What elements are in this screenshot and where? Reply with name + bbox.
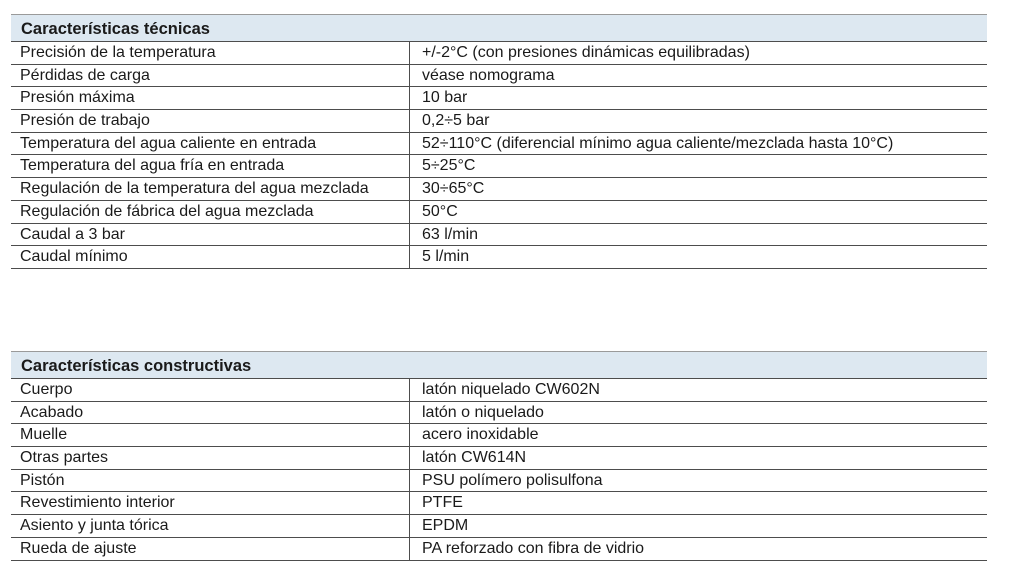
- row-value: 63 l/min: [422, 225, 479, 243]
- row-label: Pérdidas de carga: [11, 65, 410, 87]
- technical-specs-rows: [11, 42, 987, 269]
- row-label: Caudal a 3 bar: [11, 224, 410, 246]
- table-row: [11, 424, 987, 447]
- row-value: latón niquelado CW602N: [422, 381, 600, 398]
- row-value: acero inoxidable: [422, 426, 539, 444]
- row-label: Revestimiento interior: [11, 492, 410, 514]
- table-row: [11, 110, 987, 133]
- table-row: [11, 201, 987, 224]
- row-value: 52÷110°C (diferencial mínimo agua caliente/mezclada hasta 10°C): [422, 134, 894, 152]
- table-row: [11, 515, 987, 538]
- table-row: [11, 447, 987, 470]
- row-label: Regulación de fábrica del agua mezclada: [11, 201, 410, 223]
- table-row: [11, 155, 987, 178]
- table-row: [11, 65, 987, 88]
- row-value: 0,2÷5 bar: [422, 112, 490, 130]
- row-value: PA reforzado con fibra de vidrio: [422, 539, 645, 557]
- row-label: Muelle: [11, 424, 410, 446]
- row-label: Temperatura del agua fría en entrada: [11, 155, 410, 177]
- table-row: [11, 133, 987, 156]
- technical-specs-table: [11, 14, 987, 269]
- table-row: [11, 246, 987, 269]
- construction-specs-rows: [11, 379, 987, 561]
- table-row: [11, 87, 987, 110]
- row-label: Precisión de la temperatura: [11, 42, 410, 64]
- row-label: Otras partes: [11, 447, 410, 469]
- row-label: Acabado: [11, 402, 410, 424]
- row-value: EPDM: [422, 517, 469, 535]
- row-value: PTFE: [422, 494, 463, 512]
- table-row: [11, 470, 987, 493]
- table-row: [11, 538, 987, 561]
- row-value: latón CW614N: [422, 449, 527, 467]
- construction-specs-title: Características constructivas: [11, 352, 987, 379]
- row-label: Presión de trabajo: [11, 110, 410, 132]
- row-label: Regulación de la temperatura del agua mezclada: [11, 178, 410, 200]
- table-row: [11, 42, 987, 65]
- row-label: Temperatura del agua caliente en entrada: [11, 133, 410, 155]
- row-value: 50°C: [422, 202, 458, 220]
- row-value: 5 l/min: [422, 248, 470, 266]
- technical-specs-title: Características técnicas: [11, 15, 987, 42]
- row-label: Presión máxima: [11, 87, 410, 109]
- row-label: Asiento y junta tórica: [11, 515, 410, 537]
- row-value: véase nomograma: [422, 66, 555, 84]
- row-value: PSU polímero polisulfona: [422, 471, 603, 489]
- row-value: 10 bar: [422, 89, 468, 107]
- row-label: Rueda de ajuste: [11, 538, 410, 560]
- construction-specs-table: [11, 351, 987, 561]
- row-value: 5÷25°C: [422, 157, 476, 175]
- row-label: Cuerpo: [11, 379, 410, 401]
- row-label: Pistón: [11, 470, 410, 492]
- table-row: [11, 379, 987, 402]
- row-value: 30÷65°C: [422, 180, 485, 198]
- row-value: latón o niquelado: [422, 403, 544, 421]
- table-row: [11, 224, 987, 247]
- row-label: Caudal mínimo: [11, 246, 410, 268]
- row-value: +/-2°C (con presiones dinámicas equilibradas): [422, 44, 750, 61]
- table-row: [11, 178, 987, 201]
- table-row: [11, 492, 987, 515]
- table-row: [11, 402, 987, 425]
